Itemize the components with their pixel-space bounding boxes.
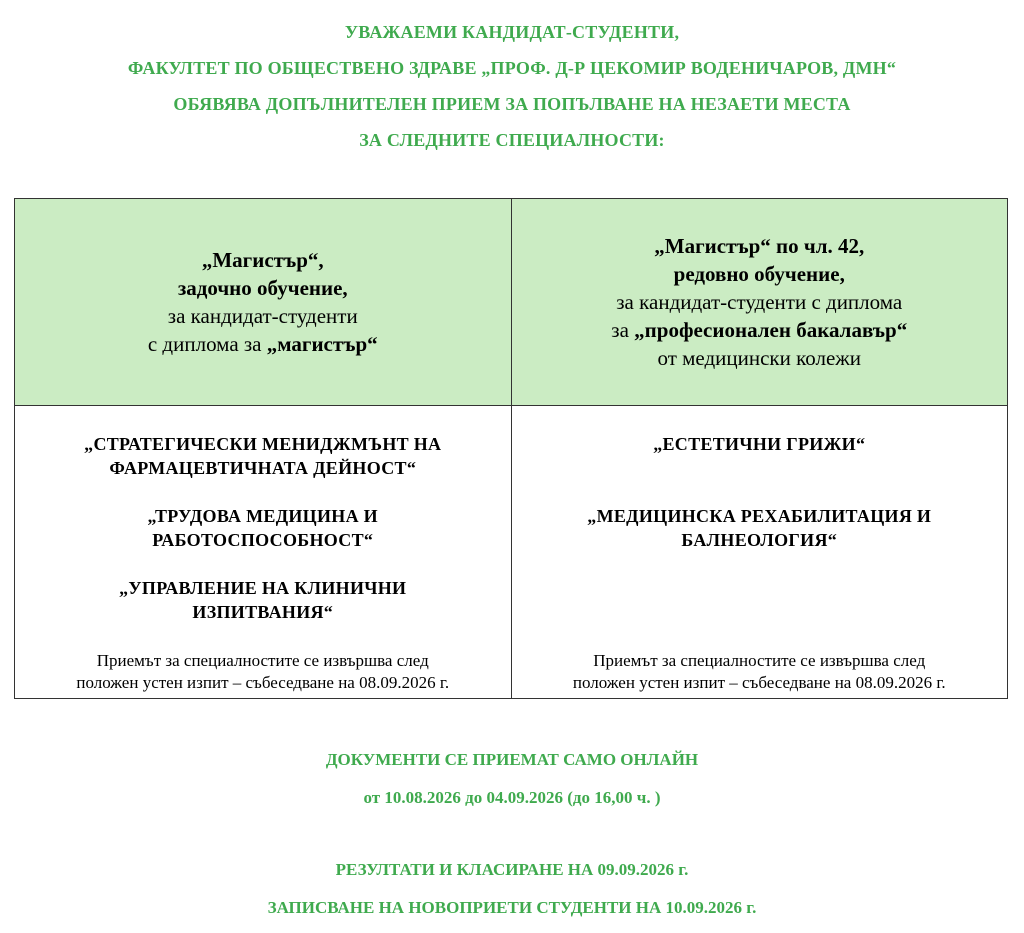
right-diploma-line xyxy=(512,316,1008,344)
program-item xyxy=(512,504,1008,552)
announcement-header xyxy=(0,14,1024,158)
left-program-list xyxy=(15,406,511,624)
program-name-line: ИЗПИТВАНИЯ“ xyxy=(192,602,334,622)
enrollment-date: ЗАПИСВАНЕ НА НОВОПРИЕТИ СТУДЕНТИ НА 10.09.2026 г. xyxy=(267,898,757,917)
left-column-header xyxy=(15,199,512,406)
program-name-line: „СТРАТЕГИЧЕСКИ МЕНИДЖМЪНТ НА xyxy=(84,434,442,454)
exam-note-line: Приемът за специалностите се извършва след xyxy=(593,651,926,670)
right-program-list xyxy=(512,406,1008,552)
results-date: РЕЗУЛТАТИ И КЛАСИРАНЕ НА 09.09.2026 г. xyxy=(335,860,689,879)
left-programs-cell xyxy=(15,406,512,699)
program-name-line: ФАРМАЦЕВТИЧНАТА ДЕЙНОСТ“ xyxy=(109,458,417,478)
program-name-line: „УПРАВЛЕНИЕ НА КЛИНИЧНИ xyxy=(119,578,407,598)
left-study-mode: задочно обучение, xyxy=(177,276,348,300)
right-diploma-prefix: за xyxy=(611,318,635,342)
left-candidates: за кандидат-студенти xyxy=(167,304,358,328)
header-specialties-intro: ЗА СЛЕДНИТЕ СПЕЦИАЛНОСТИ: xyxy=(359,130,665,150)
exam-note-line: положен устен изпит – събеседване на 08.09.2026 г. xyxy=(572,673,946,692)
specialties-table xyxy=(14,198,1008,699)
header-announcement: ОБЯВЯВА ДОПЪЛНИТЕЛЕН ПРИЕМ ЗА ПОПЪЛВАНЕ НА НЕЗАЕТИ МЕСТА xyxy=(173,94,851,114)
documents-online-notice: ДОКУМЕНТИ СЕ ПРИЕМАТ САМО ОНЛАЙН xyxy=(325,750,699,769)
left-exam-note xyxy=(15,650,511,694)
program-item xyxy=(15,432,511,480)
left-diploma-line xyxy=(15,330,511,358)
header-greeting: УВАЖАЕМИ КАНДИДАТ-СТУДЕНТИ, xyxy=(344,22,680,42)
program-item xyxy=(15,504,511,552)
exam-note-line: Приемът за специалностите се извършва след xyxy=(96,651,429,670)
right-study-mode: редовно обучение, xyxy=(673,262,845,286)
program-item xyxy=(15,576,511,624)
program-item xyxy=(512,432,1008,456)
left-diploma-prefix: с диплома за xyxy=(147,332,267,356)
program-name-line: РАБОТОСПОСОБНОСТ“ xyxy=(152,530,374,550)
exam-note-line: положен устен изпит – събеседване на 08.09.2026 г. xyxy=(76,673,450,692)
right-candidates: за кандидат-студенти с диплома xyxy=(616,290,903,314)
left-diploma-type: „магистър“ xyxy=(266,332,378,356)
program-name-line: „ЕСТЕТИЧНИ ГРИЖИ“ xyxy=(653,434,866,454)
program-name-line: „ТРУДОВА МЕДИЦИНА И xyxy=(147,506,378,526)
table-header-row xyxy=(15,199,1008,406)
right-degree: „Магистър“ по чл. 42, xyxy=(654,234,865,258)
right-programs-cell xyxy=(511,406,1008,699)
right-colleges: от медицински колежи xyxy=(657,346,862,370)
right-diploma-type: „професионален бакалавър“ xyxy=(634,318,908,342)
submission-dates: от 10.08.2026 до 04.09.2026 (до 16,00 ч. ) xyxy=(363,788,661,807)
right-column-header xyxy=(511,199,1008,406)
program-name-line: БАЛНЕОЛОГИЯ“ xyxy=(681,530,838,550)
program-name-line: „МЕДИЦИНСКА РЕХАБИЛИТАЦИЯ И xyxy=(587,506,932,526)
right-exam-note xyxy=(512,650,1008,694)
table-body-row xyxy=(15,406,1008,699)
header-faculty: ФАКУЛТЕТ ПО ОБЩЕСТВЕНО ЗДРАВЕ „ПРОФ. Д-Р ЦЕКОМИР ВОДЕНИЧАРОВ, ДМН“ xyxy=(127,58,897,78)
left-degree: „Магистър“, xyxy=(201,248,324,272)
